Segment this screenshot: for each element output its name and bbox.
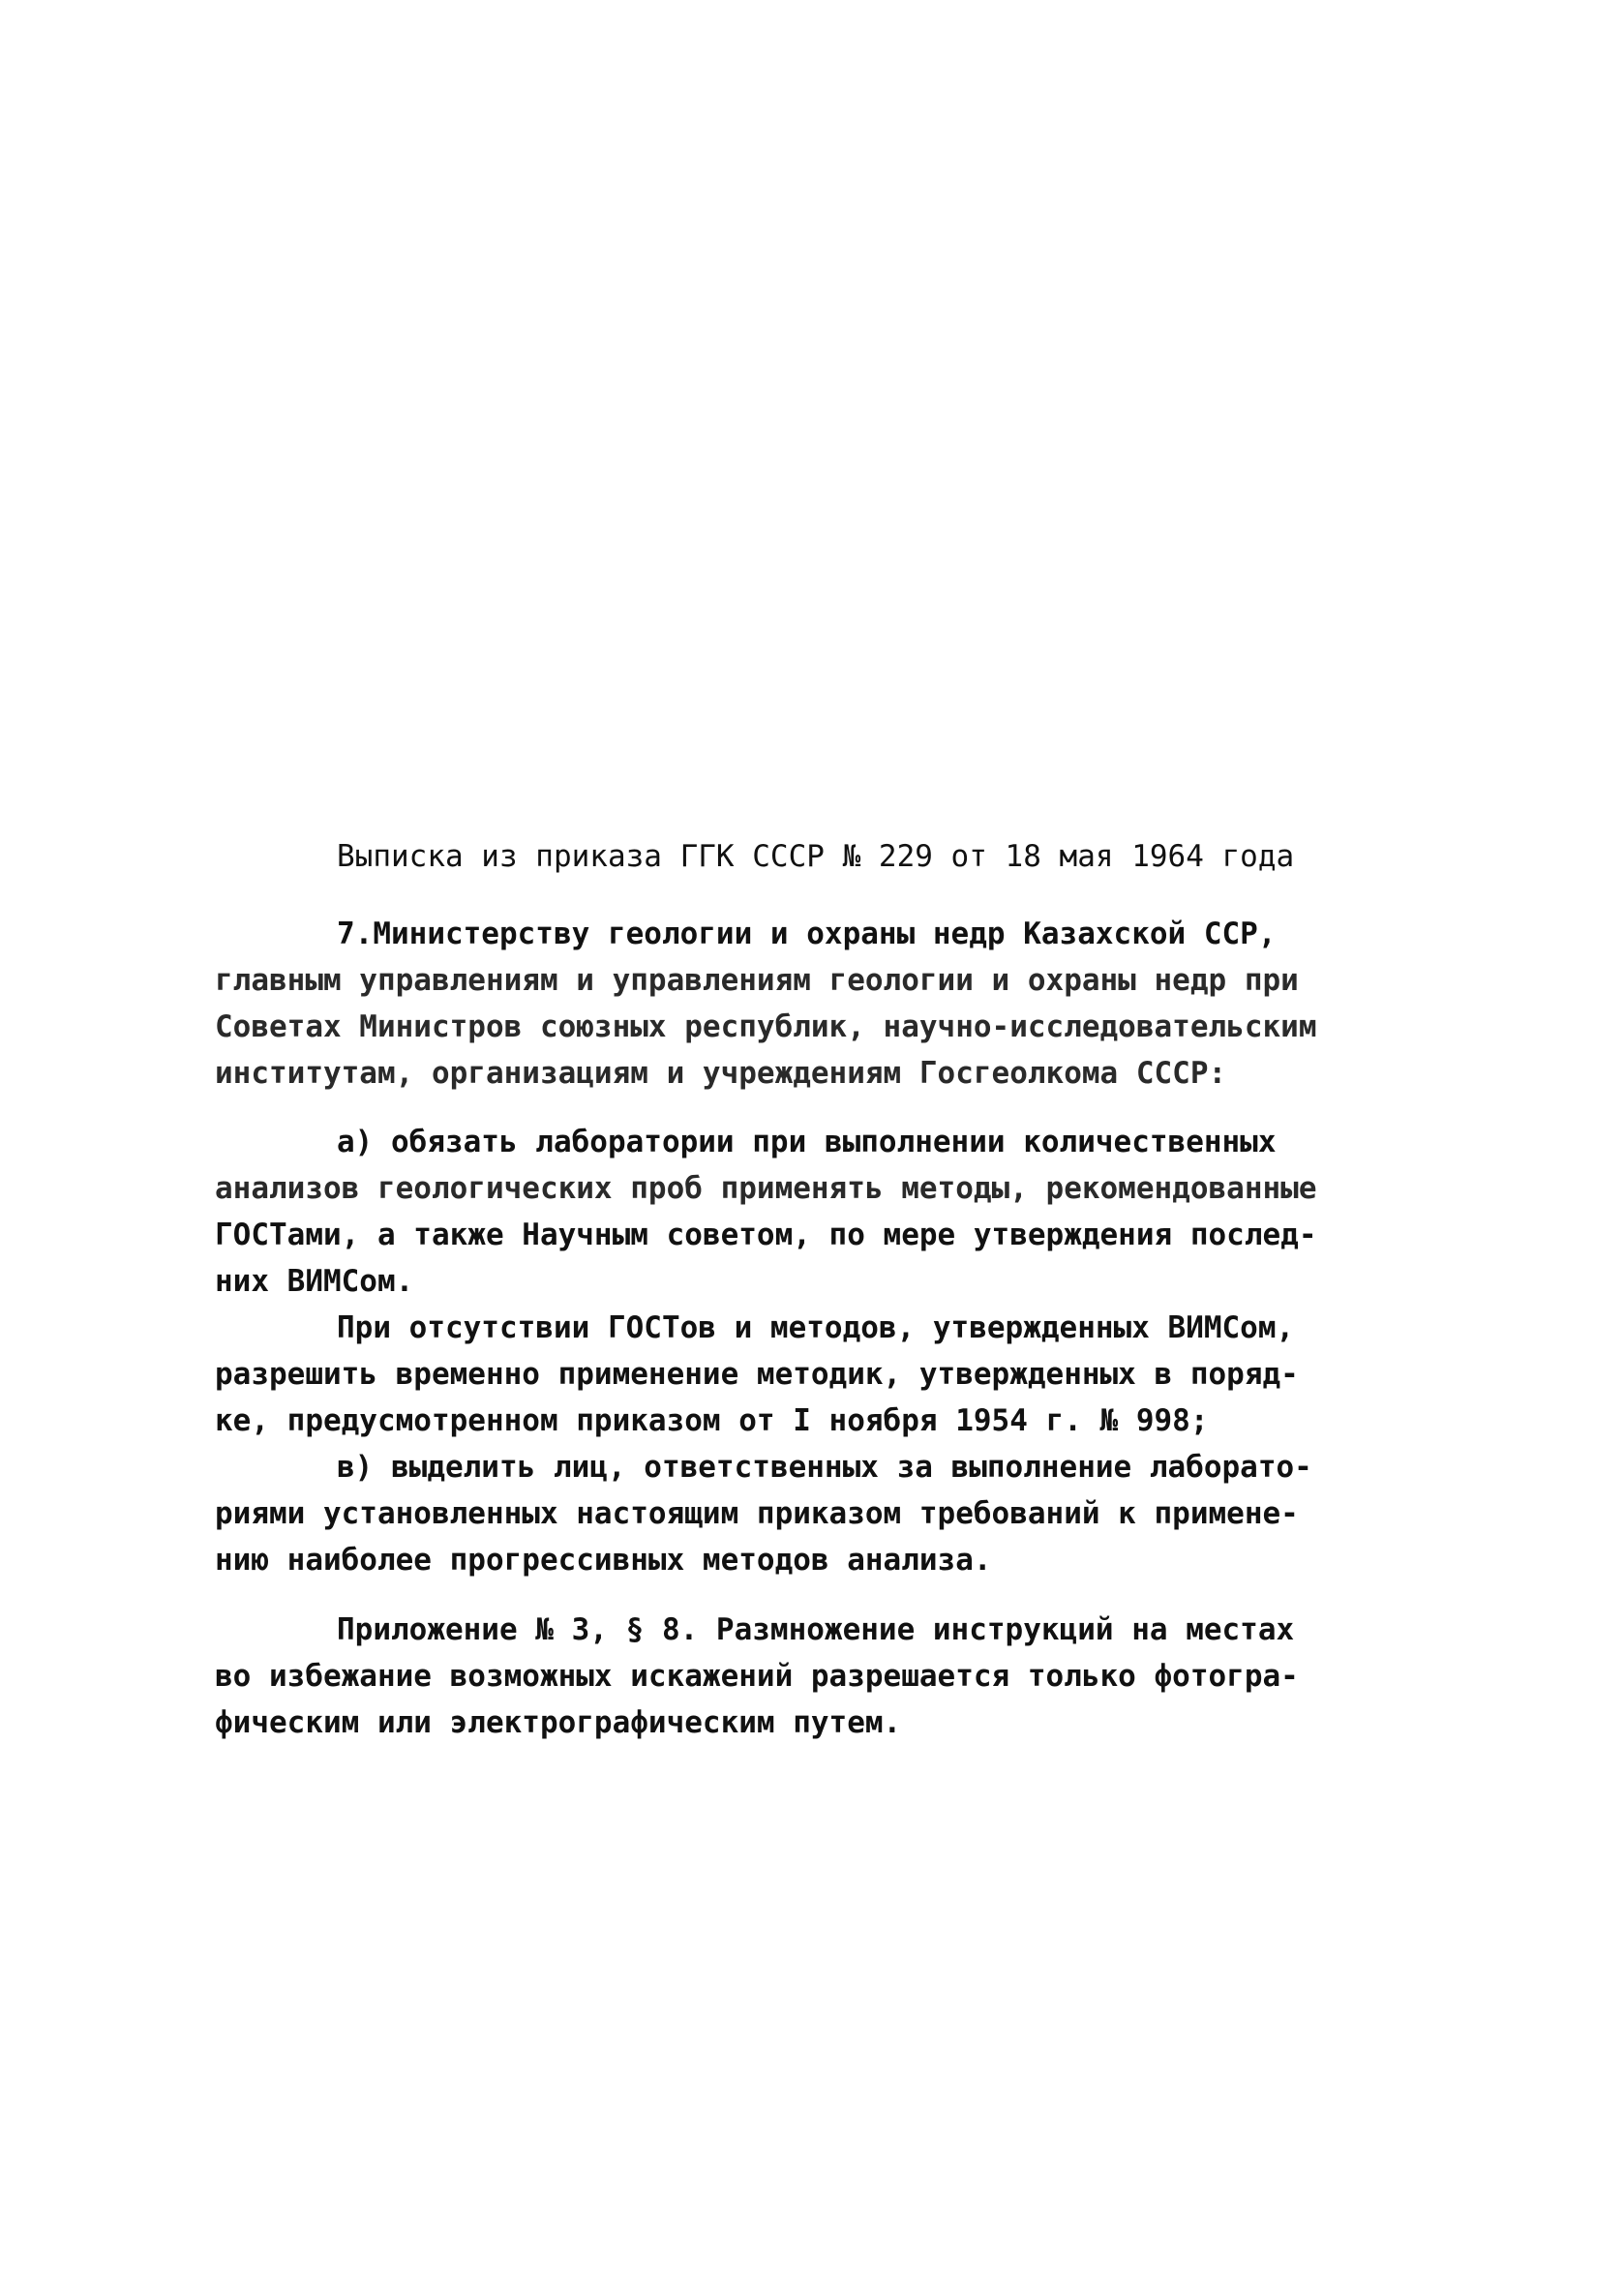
paragraph-7-line-1: 7.Министерству геологии и охраны недр Казахской ССР, [337, 917, 1277, 951]
item-v-line-3: нию наиболее прогрессивных методов анализа. [215, 1543, 992, 1578]
item-b-line-1: При отсутствии ГОСТов и методов, утвержденных ВИМСом, [337, 1310, 1295, 1345]
paragraph-7-line-2: главным управлениям и управлениям геологии и охраны недр при [215, 963, 1299, 998]
appendix-line-1: Приложение № 3, § 8. Размножение инструкций на местах [337, 1612, 1295, 1647]
item-a-line-4: них ВИМСом. [215, 1264, 414, 1299]
item-b-line-2: разрешить временно применение методик, утвержденных в поряд- [215, 1357, 1299, 1392]
appendix-line-2: во избежание возможных искажений разрешается только фотогра- [215, 1659, 1299, 1694]
paragraph-7-line-4: институтам, организациям и учреждениям Госгеолкома СССР: [215, 1056, 1227, 1091]
item-v-line-1: в) выделить лиц, ответственных за выполнение лаборато- [337, 1450, 1312, 1485]
item-a-line-3: ГОСТами, а также Научным советом, по мере утверждения послед- [215, 1218, 1317, 1252]
appendix-line-3: фическим или электрографическим путем. [215, 1705, 902, 1740]
item-a-line-1: а) обязать лаборатории при выполнении количественных [337, 1125, 1277, 1159]
item-a-line-2: анализов геологических проб применять методы, рекомендованные [215, 1171, 1317, 1206]
item-v-line-2: риями установленных настоящим приказом требований к примене- [215, 1496, 1299, 1531]
paragraph-7-line-3: Советах Министров союзных республик, научно-исследовательским [215, 1009, 1317, 1044]
item-b-line-3: ке, предусмотренном приказом от I ноября 1954 г. № 998; [215, 1403, 1209, 1438]
document-title: Выписка из приказа ГГК СССР № 229 от 18 мая 1964 года [337, 839, 1295, 874]
